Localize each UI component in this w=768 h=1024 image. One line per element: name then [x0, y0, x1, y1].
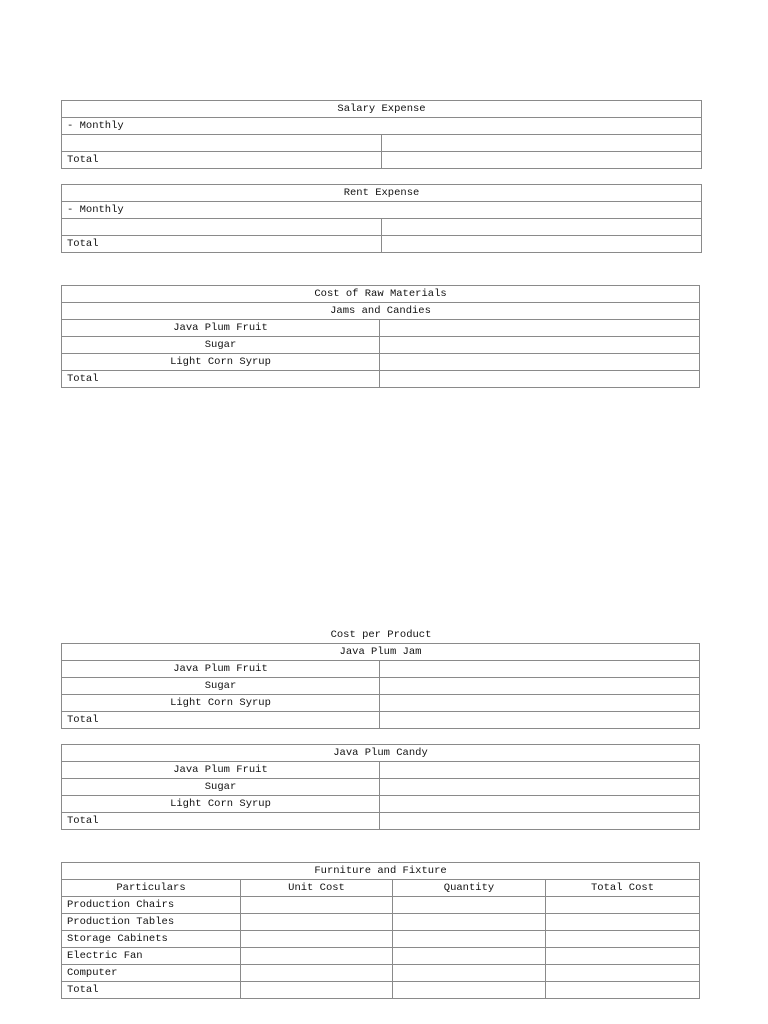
rent-expense-blank-cell	[62, 219, 382, 236]
jam-item: Sugar	[62, 678, 380, 695]
raw-materials-item: Sugar	[62, 337, 380, 354]
candy-item: Sugar	[62, 779, 380, 796]
particular-label: Production Chairs	[62, 897, 241, 914]
total-cost-cell	[546, 982, 700, 999]
furniture-total-label: Total	[62, 982, 241, 999]
jam-item: Light Corn Syrup	[62, 695, 380, 712]
candy-item: Java Plum Fruit	[62, 762, 380, 779]
table-row	[62, 982, 700, 999]
rent-expense-subtitle: - Monthly	[62, 202, 702, 219]
java-plum-candy-table	[61, 744, 700, 830]
raw-materials-item: Java Plum Fruit	[62, 320, 380, 337]
jam-item-value	[380, 661, 700, 678]
salary-expense-title: Salary Expense	[62, 101, 702, 118]
jam-total-label: Total	[62, 712, 380, 729]
candy-item-value	[380, 762, 700, 779]
jam-item: Java Plum Fruit	[62, 661, 380, 678]
column-header-total-cost: Total Cost	[546, 880, 700, 897]
particular-label: Storage Cabinets	[62, 931, 241, 948]
candy-item-value	[380, 779, 700, 796]
particular-label: Production Tables	[62, 914, 241, 931]
column-header-unit-cost: Unit Cost	[241, 880, 393, 897]
rent-expense-table	[61, 184, 702, 253]
raw-materials-subtitle: Jams and Candies	[62, 303, 700, 320]
raw-materials-total-label: Total	[62, 371, 380, 388]
rent-expense-total-value	[382, 236, 702, 253]
jam-item-value	[380, 678, 700, 695]
particular-label: Electric Fan	[62, 948, 241, 965]
total-cost-cell	[546, 948, 700, 965]
raw-materials-total-value	[380, 371, 700, 388]
raw-materials-title: Cost of Raw Materials	[62, 286, 700, 303]
java-plum-jam-table	[61, 643, 700, 729]
particular-label: Computer	[62, 965, 241, 982]
rent-expense-blank-value	[382, 219, 702, 236]
quantity-cell	[393, 914, 546, 931]
table-row	[62, 931, 700, 948]
jam-item-value	[380, 695, 700, 712]
rent-expense-title: Rent Expense	[62, 185, 702, 202]
salary-expense-table	[61, 100, 702, 169]
table-row	[62, 897, 700, 914]
rent-expense-total-label: Total	[62, 236, 382, 253]
candy-total-label: Total	[62, 813, 380, 830]
quantity-cell	[393, 982, 546, 999]
table-row	[62, 914, 700, 931]
total-cost-cell	[546, 914, 700, 931]
total-cost-cell	[546, 965, 700, 982]
total-cost-cell	[546, 897, 700, 914]
unit-cost-cell	[241, 931, 393, 948]
column-header-quantity: Quantity	[393, 880, 546, 897]
raw-materials-item-value	[380, 337, 700, 354]
total-cost-cell	[546, 931, 700, 948]
column-header-particulars: Particulars	[62, 880, 241, 897]
java-plum-jam-title: Java Plum Jam	[62, 644, 700, 661]
raw-materials-item: Light Corn Syrup	[62, 354, 380, 371]
unit-cost-cell	[241, 982, 393, 999]
raw-materials-table	[61, 285, 700, 388]
jam-total-value	[380, 712, 700, 729]
raw-materials-item-value	[380, 320, 700, 337]
furniture-fixture-table	[61, 862, 700, 999]
salary-expense-subtitle: - Monthly	[62, 118, 702, 135]
unit-cost-cell	[241, 914, 393, 931]
table-row	[62, 965, 700, 982]
cost-per-product-title: Cost per Product	[330, 629, 432, 641]
java-plum-candy-title: Java Plum Candy	[62, 745, 700, 762]
salary-expense-blank-value	[382, 135, 702, 152]
unit-cost-cell	[241, 897, 393, 914]
quantity-cell	[393, 965, 546, 982]
salary-expense-blank-cell	[62, 135, 382, 152]
raw-materials-item-value	[380, 354, 700, 371]
candy-item-value	[380, 796, 700, 813]
furniture-fixture-title: Furniture and Fixture	[62, 863, 700, 880]
candy-total-value	[380, 813, 700, 830]
salary-expense-total-label: Total	[62, 152, 382, 169]
quantity-cell	[393, 931, 546, 948]
salary-expense-total-value	[382, 152, 702, 169]
unit-cost-cell	[241, 948, 393, 965]
quantity-cell	[393, 948, 546, 965]
quantity-cell	[393, 897, 546, 914]
table-row	[62, 948, 700, 965]
unit-cost-cell	[241, 965, 393, 982]
candy-item: Light Corn Syrup	[62, 796, 380, 813]
